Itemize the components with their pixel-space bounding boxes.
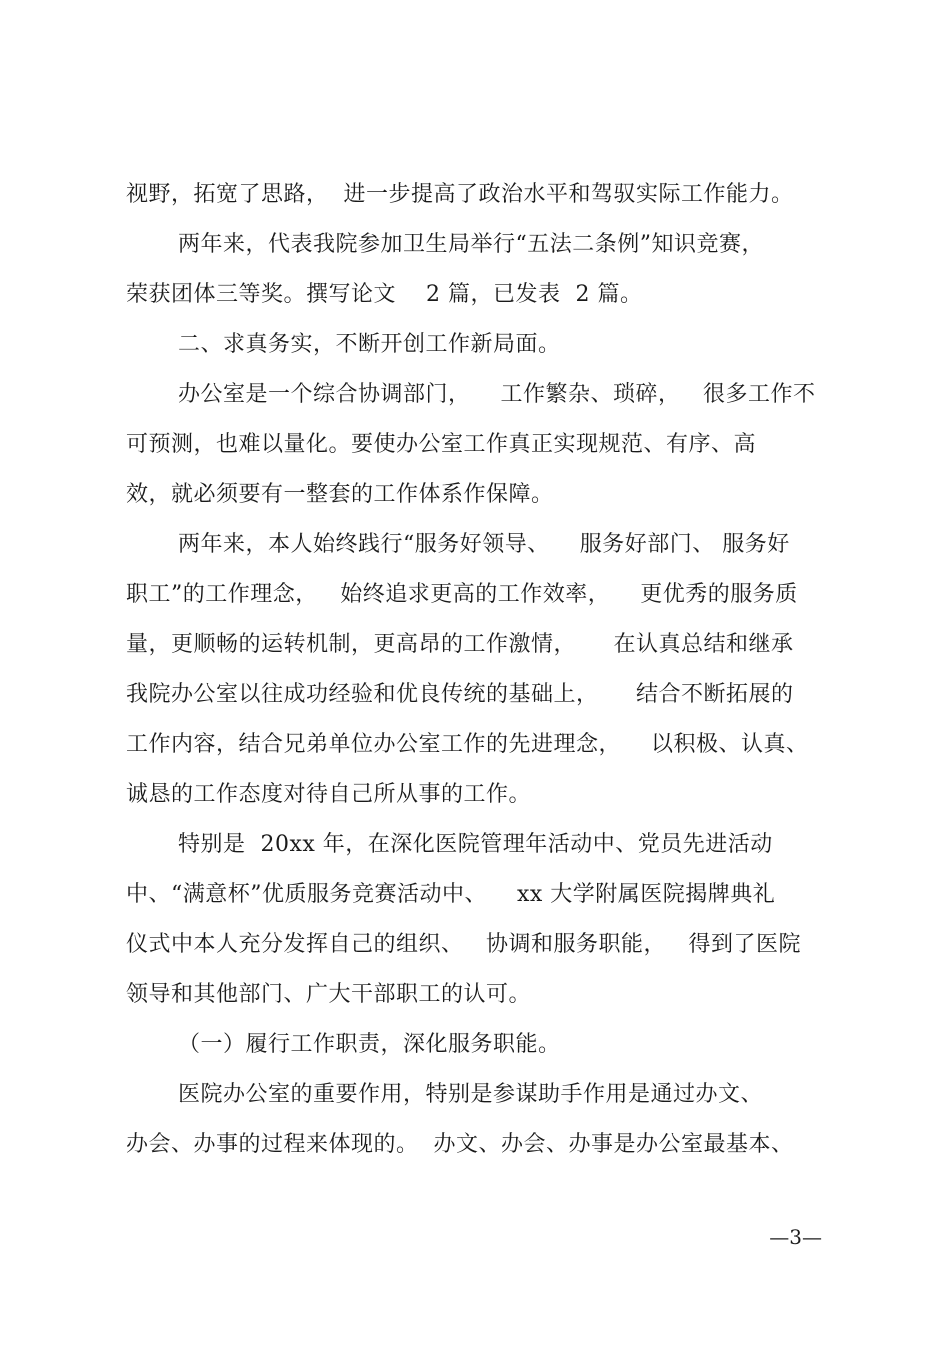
text-line: 职工”的工作理念， 始终追求更高的工作效率， 更优秀的服务质 <box>126 582 798 607</box>
text-line: 两年来，本人始终践行“服务好领导、 服务好部门、 服务好 <box>178 532 790 557</box>
text-line: 可预测，也难以量化。要使办公室工作真正实现规范、有序、高 <box>126 432 757 457</box>
subsection-heading: （一）履行工作职责，深化服务职能。 <box>178 1032 561 1057</box>
text-line: 视野，拓宽了思路， 进一步提高了政治水平和驾驭实际工作能力。 <box>126 182 794 207</box>
text-line: 工作内容，结合兄弟单位办公室工作的先进理念， 以积极、认真、 <box>126 732 809 757</box>
text-line: 领导和其他部门、广大干部职工的认可。 <box>126 982 532 1007</box>
text-line: 办会、办事的过程来体现的。 办文、办会、办事是办公室最基本、 <box>126 1132 794 1157</box>
section-heading: 二、求真务实，不断开创工作新局面。 <box>178 332 561 357</box>
text-line: 仪式中本人充分发挥自己的组织、 协调和服务职能， 得到了医院 <box>126 932 801 957</box>
page-number: —3— <box>769 1225 822 1249</box>
text-line: 中、“满意杯”优质服务竞赛活动中、 xx 大学附属医院揭牌典礼 <box>126 882 776 907</box>
text-line: 办公室是一个综合协调部门， 工作繁杂、琐碎， 很多工作不 <box>178 382 816 407</box>
text-line: 两年来，代表我院参加卫生局举行“五法二条例”知识竞赛， <box>178 232 764 257</box>
text-line: 特别是 20xx 年，在深化医院管理年活动中、党员先进活动 <box>178 832 773 857</box>
text-line: 量，更顺畅的运转机制，更高昂的工作激情， 在认真总结和继承 <box>126 632 794 657</box>
text-line: 荣获团体三等奖。撰写论文 2 篇，已发表 2 篇。 <box>126 282 643 307</box>
text-line: 我院办公室以往成功经验和优良传统的基础上， 结合不断拓展的 <box>126 682 794 707</box>
text-line: 效，就必须要有一整套的工作体系作保障。 <box>126 482 554 507</box>
text-line: 医院办公室的重要作用，特别是参谋助手作用是通过办文、 <box>178 1082 764 1107</box>
text-line: 诚恳的工作态度对待自己所从事的工作。 <box>126 782 532 807</box>
